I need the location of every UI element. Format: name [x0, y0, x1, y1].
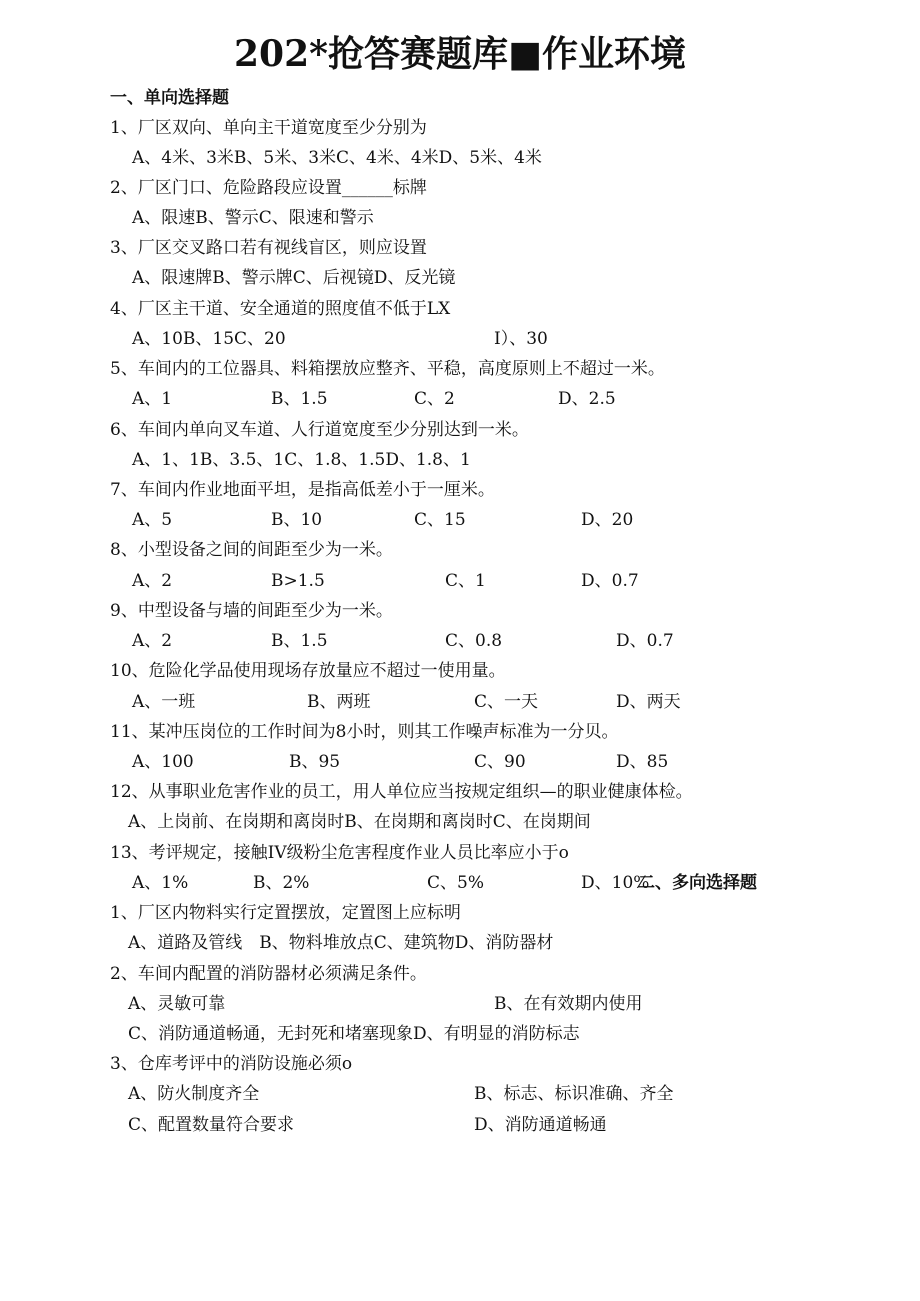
question-10-option-d: D、两天: [616, 692, 681, 712]
question-5-option-b: B、1.5: [271, 389, 328, 409]
question-7-option-b: B、10: [271, 510, 323, 530]
question-8-option-d: D、0.7: [581, 571, 639, 591]
question-2: 2、厂区门口、危险路段应设置______标牌: [110, 178, 427, 198]
question-13-option-c: C、5%: [427, 873, 484, 893]
question-10: 10、危险化学品使用现场存放量应不超过一使用量。: [110, 661, 506, 681]
multi-question-2-option-cd: C、消防通道畅通，无封死和堵塞现象D、有明显的消防标志: [128, 1024, 580, 1044]
multi-question-3-option-b: B、标志、标识准确、齐全: [474, 1084, 674, 1104]
question-5-option-d: D、2.5: [558, 389, 616, 409]
question-1: 1、厂区双向、单向主干道宽度至少分别为: [110, 118, 427, 138]
question-10-option-b: B、两班: [307, 692, 371, 712]
question-8-option-c: C、1: [445, 571, 486, 591]
question-12: 12、从事职业危害作业的员工，用人单位应当按规定组织—的职业健康体检。: [110, 782, 693, 802]
question-1-options: A、4米、3米B、5米、3米C、4米、4米D、5米、4米: [132, 148, 542, 168]
question-11-option-b: B、95: [289, 752, 341, 772]
question-6: 6、车间内单向叉车道、人行道宽度至少分别达到一米。: [110, 420, 529, 440]
question-12-options: A、上岗前、在岗期和离岗时B、在岗期和离岗时C、在岗期间: [128, 812, 591, 832]
question-3: 3、厂区交叉路口若有视线盲区，则应设置: [110, 238, 427, 258]
question-11-option-c: C、90: [474, 752, 526, 772]
question-7: 7、车间内作业地面平坦，是指高低差小于一厘米。: [110, 480, 495, 500]
question-7-option-d: D、20: [581, 510, 634, 530]
question-5-option-a: A、1: [132, 389, 173, 409]
question-5: 5、车间内的工位器具、料箱摆放应整齐、平稳，高度原则上不超过一米。: [110, 359, 665, 379]
question-7-option-c: C、15: [414, 510, 466, 530]
question-10-option-c: C、一天: [474, 692, 539, 712]
question-8-option-b: B>1.5: [271, 571, 325, 591]
section-heading-single-choice: 一、单向选择题: [110, 88, 229, 108]
question-11-option-a: A、100: [132, 752, 194, 772]
multi-question-3-option-c: C、配置数量符合要求: [128, 1115, 295, 1135]
question-10-option-a: A、一班: [132, 692, 196, 712]
question-11: 11、某冲压岗位的工作时间为8小时，则其工作噪声标准为一分贝。: [110, 722, 619, 742]
question-9-option-b: B、1.5: [271, 631, 328, 651]
question-9-option-d: D、0.7: [616, 631, 674, 651]
question-6-options: A、1、1B、3.5、1C、1.8、1.5D、1.8、1: [132, 450, 471, 470]
multi-question-1-options: A、道路及管线 B、物料堆放点C、建筑物D、消防器材: [128, 933, 554, 953]
multi-question-1: 1、厂区内物料实行定置摆放，定置图上应标明: [110, 903, 461, 923]
question-4-option-abc: A、10B、15C、20: [132, 329, 286, 349]
multi-question-3: 3、仓库考评中的消防设施必须o: [110, 1054, 353, 1074]
question-9-option-a: A、2: [132, 631, 173, 651]
question-4: 4、厂区主干道、安全通道的照度值不低于LX: [110, 299, 451, 319]
multi-question-2-option-a: A、灵敏可靠: [128, 994, 226, 1014]
question-8-option-a: A、2: [132, 571, 173, 591]
question-3-options: A、限速牌B、警示牌C、后视镜D、反光镜: [132, 268, 456, 288]
question-9-option-c: C、0.8: [445, 631, 503, 651]
section-heading-multiple-choice: 二、多向选择题: [638, 873, 757, 893]
question-13: 13、考评规定，接触IV级粉尘危害程度作业人员比率应小于o: [110, 843, 569, 863]
question-8: 8、小型设备之间的间距至少为一米。: [110, 540, 393, 560]
multi-question-3-option-d: D、消防通道畅通: [474, 1115, 607, 1135]
question-11-option-d: D、85: [616, 752, 669, 772]
question-13-option-a: A、1%: [132, 873, 189, 893]
question-4-option-d: I）、30: [494, 329, 548, 349]
question-2-options: A、限速B、警示C、限速和警示: [132, 208, 374, 228]
question-5-option-c: C、2: [414, 389, 455, 409]
multi-question-2-option-b: B、在有效期内使用: [494, 994, 643, 1014]
question-13-option-b: B、2%: [253, 873, 310, 893]
question-7-option-a: A、5: [132, 510, 173, 530]
question-9: 9、中型设备与墙的间距至少为一米。: [110, 601, 393, 621]
multi-question-2: 2、车间内配置的消防器材必须满足条件。: [110, 964, 427, 984]
question-13-option-d: D、10%: [581, 873, 650, 893]
multi-question-3-option-a: A、防火制度齐全: [128, 1084, 260, 1104]
document-title: 202*抢答赛题库■作业环境: [234, 33, 686, 75]
